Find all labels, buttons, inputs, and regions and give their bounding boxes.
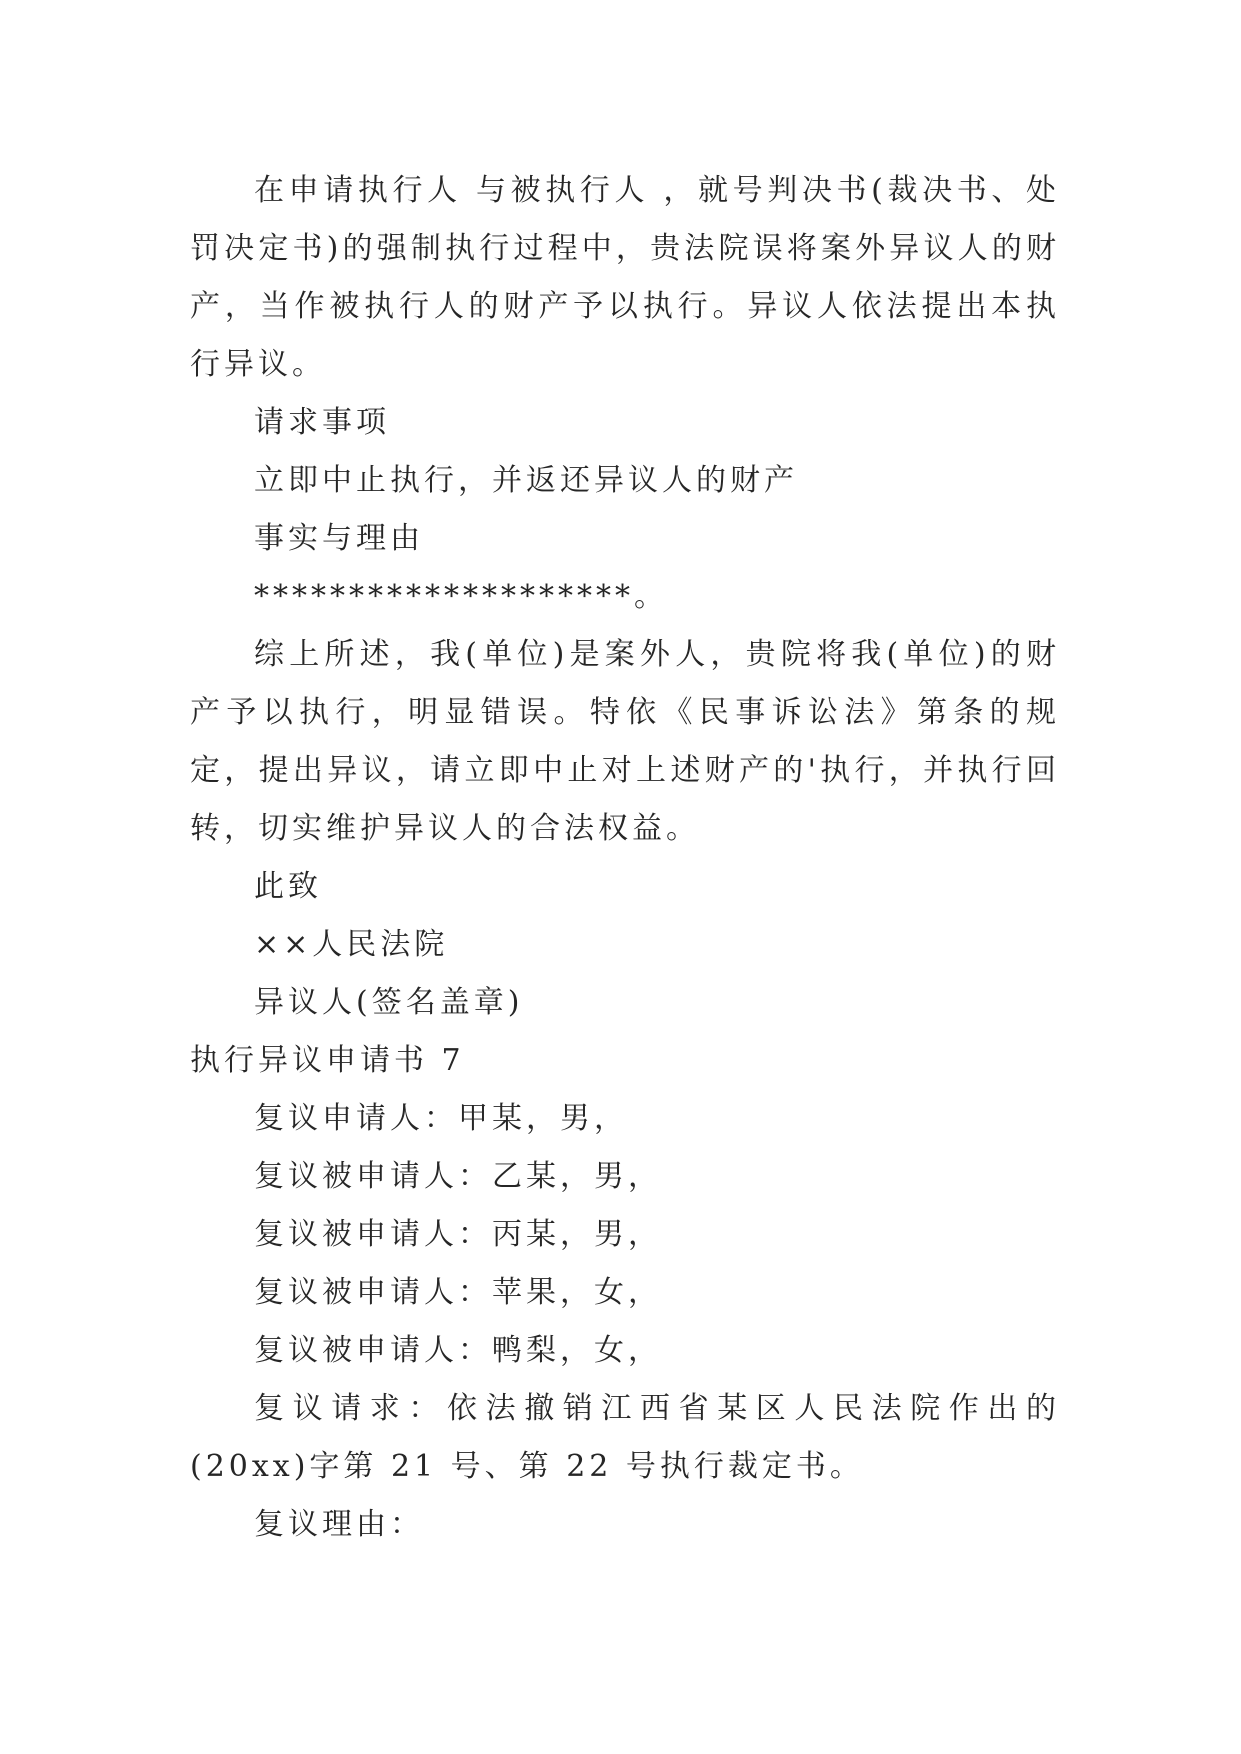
respondent-line: 复议被申请人：鸭梨，女， bbox=[254, 1333, 662, 1368]
respondent-line: 复议被申请人：丙某，男， bbox=[254, 1217, 662, 1252]
review-reasons-heading: 复议理由： bbox=[254, 1507, 424, 1542]
salutation: 此致 bbox=[254, 869, 322, 904]
document-body bbox=[190, 162, 1060, 1554]
summary-paragraph: 综上所述，我(单位)是案外人，贵院将我(单位)的财产予以执行，明显错误。特依《民事诉讼法》第条的规定，提出异议，请立即中止对上述财产的'执行，并执行回转，切实维护异议人的合法权益。 bbox=[190, 637, 1060, 846]
request-heading: 请求事项 bbox=[254, 405, 390, 440]
respondent-line: 复议被申请人：苹果，女， bbox=[254, 1275, 662, 1310]
applicant-line: 复议申请人：甲某，男， bbox=[254, 1101, 628, 1136]
intro-paragraph: 在申请执行人 与被执行人 ，就号判决书(裁决书、处罚决定书)的强制执行过程中，贵法院误将案外异议人的财产，当作被执行人的财产予以执行。异议人依法提出本执行异议。 bbox=[190, 173, 1060, 382]
section-title: 执行异议申请书 7 bbox=[190, 1043, 465, 1078]
request-content: 立即中止执行，并返还异议人的财产 bbox=[254, 463, 798, 498]
signature-line: 异议人(签名盖章) bbox=[254, 985, 524, 1020]
facts-heading: 事实与理由 bbox=[254, 521, 424, 556]
respondent-line: 复议被申请人：乙某，男， bbox=[254, 1159, 662, 1194]
facts-content: ********************。 bbox=[254, 579, 668, 614]
court-name: ××人民法院 bbox=[254, 927, 449, 962]
review-request-paragraph: 复议请求：依法撤销江西省某区人民法院作出的(20xx)字第 21 号、第 22 号执行裁定书。 bbox=[190, 1391, 1060, 1484]
